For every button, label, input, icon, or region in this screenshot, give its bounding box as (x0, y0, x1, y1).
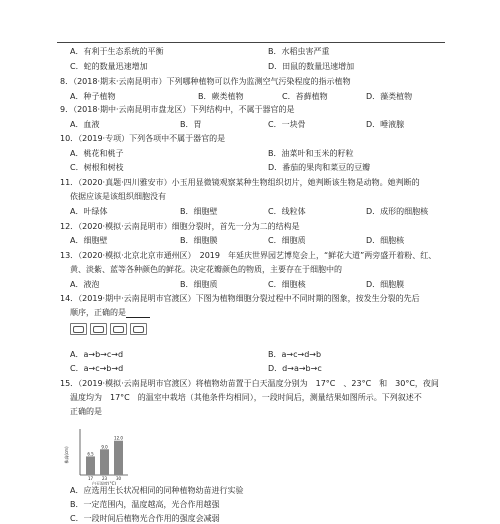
text-line: A．液泡 (70, 280, 100, 289)
text-line: 10．（2019·专项）下列各项中不属于器官的是 (60, 134, 226, 143)
text-line: B．细胞质 (180, 280, 218, 289)
tick-label: 30 (115, 476, 122, 481)
text-line: B．胃 (180, 120, 202, 129)
text-line: D．藻类植物 (366, 92, 413, 101)
tick-label: 17 (87, 476, 94, 481)
text-line: A．应选用生长状况相同的同种植物幼苗进行实验 (70, 486, 244, 495)
cell-stage-b (90, 323, 107, 335)
text-line: B．一定范围内，温度越高，光合作用越强 (70, 500, 220, 509)
text-line: C．细胞质 (268, 236, 306, 245)
text-line: A．有利于生态系统的平衡 (70, 47, 164, 56)
text-line: D．成形的细胞核 (366, 207, 429, 216)
y-axis-label: 株高(cm) (64, 446, 69, 464)
text-line: B．细胞膜 (180, 236, 218, 245)
text-line: B．水稻虫害严重 (268, 47, 330, 56)
text-line: B．a→c→d→b (268, 350, 322, 359)
answer-blank (126, 309, 150, 318)
text-line: 黄、淡紫、蓝等各种颜色的鲜花。决定花瓣颜色的物质，主要存在于细胞中的 (70, 265, 342, 274)
text-line: C．树根和树枝 (70, 163, 124, 172)
text-line: 13．（2020·模拟·北京北京市通州区） 2019 年延庆世界园艺博览会上，“鲜花大道”两旁盛开着粉、红、 (60, 251, 437, 260)
header-rule (57, 42, 445, 43)
text-line: 正确的是 (70, 407, 102, 416)
temperature-bar-chart (62, 425, 132, 485)
text-line: D．唾液腺 (366, 120, 405, 129)
text-line: B．蕨类植物 (198, 92, 244, 101)
text-line: 14．（2019·期中·云南昆明市官渡区）下图为植物细胞分裂过程中不同时期的图象，按发生分裂的先后 (60, 294, 420, 303)
cell-stage-c (110, 323, 127, 335)
text-line: A．细胞壁 (70, 236, 108, 245)
text-line: 15．（2019·模拟·云南昆明市官渡区）将植物幼苗置于白天温度分别为 17°C 、23°C 和 30°C，夜间 (60, 379, 439, 388)
text-line: B．油菜叶和玉米的籽粒 (268, 149, 354, 158)
text-line: D．细胞膜 (366, 280, 405, 289)
data-label: 9.0 (101, 444, 108, 450)
cell-stage-d (130, 323, 147, 335)
text-line: A．叶绿体 (70, 207, 108, 216)
text-line: D．番茄的果肉和菜豆的豆瓣 (268, 163, 371, 172)
text-line: C．细胞核 (268, 280, 306, 289)
text-line: A．血液 (70, 120, 100, 129)
text-line: 依据应该是该组织细胞没有 (70, 192, 166, 201)
text-line: 8．（2018·期末·云南昆明市）下列哪种植物可以作为监测空气污染程度的指示植物 (60, 77, 351, 86)
text-line: D．d→a→b→c (268, 364, 322, 373)
text-line: C．蛇的数量迅速增加 (70, 62, 148, 71)
text-line: 顺序，正确的是 (70, 307, 150, 318)
text-line: C．线粒体 (268, 207, 306, 216)
text-line: D．田鼠的数量迅速增加 (268, 62, 355, 71)
cell-stage-a (70, 323, 87, 335)
text-line: A．a→b→c→d (70, 350, 124, 359)
text-line: A．桃花和桃子 (70, 149, 124, 158)
tick-label: 23 (101, 476, 108, 481)
text-line: C．一块骨 (268, 120, 306, 129)
text-line: C．苔藓植物 (282, 92, 328, 101)
cell-division-diagram (70, 323, 147, 335)
text-line: 12．（2020·模拟·云南昆明市）细胞分裂时，首先一分为二的结构是 (60, 222, 300, 231)
text-line: D．细胞核 (366, 236, 405, 245)
bar-23 (100, 449, 109, 475)
x-axis-label: 白天温度(°C) (92, 481, 116, 485)
bar-30 (114, 441, 123, 475)
text-line: B．细胞壁 (180, 207, 218, 216)
text-line: A．种子植物 (70, 92, 116, 101)
text-line: 11．（2020·真题·四川雅安市）小玉用显微镜观察某种生物组织切片，她判断该生物是动物。她判断的 (60, 178, 420, 187)
text-line: 温度均为 17°C 的温室中栽培（其他条件均相同），一段时间后，测量结果如图所示。下列叙述不 (70, 393, 422, 402)
text-line: C．一段时间后植物光合作用的强度会减弱 (70, 514, 220, 523)
bar-17 (86, 456, 95, 475)
text-line: 9．（2018·期中·云南昆明市盘龙区）下列结构中，不属于器官的是 (60, 105, 295, 114)
data-label: 6.5 (87, 451, 94, 457)
data-label: 12.0 (114, 435, 123, 441)
text-line: C．a→c→b→d (70, 364, 124, 373)
